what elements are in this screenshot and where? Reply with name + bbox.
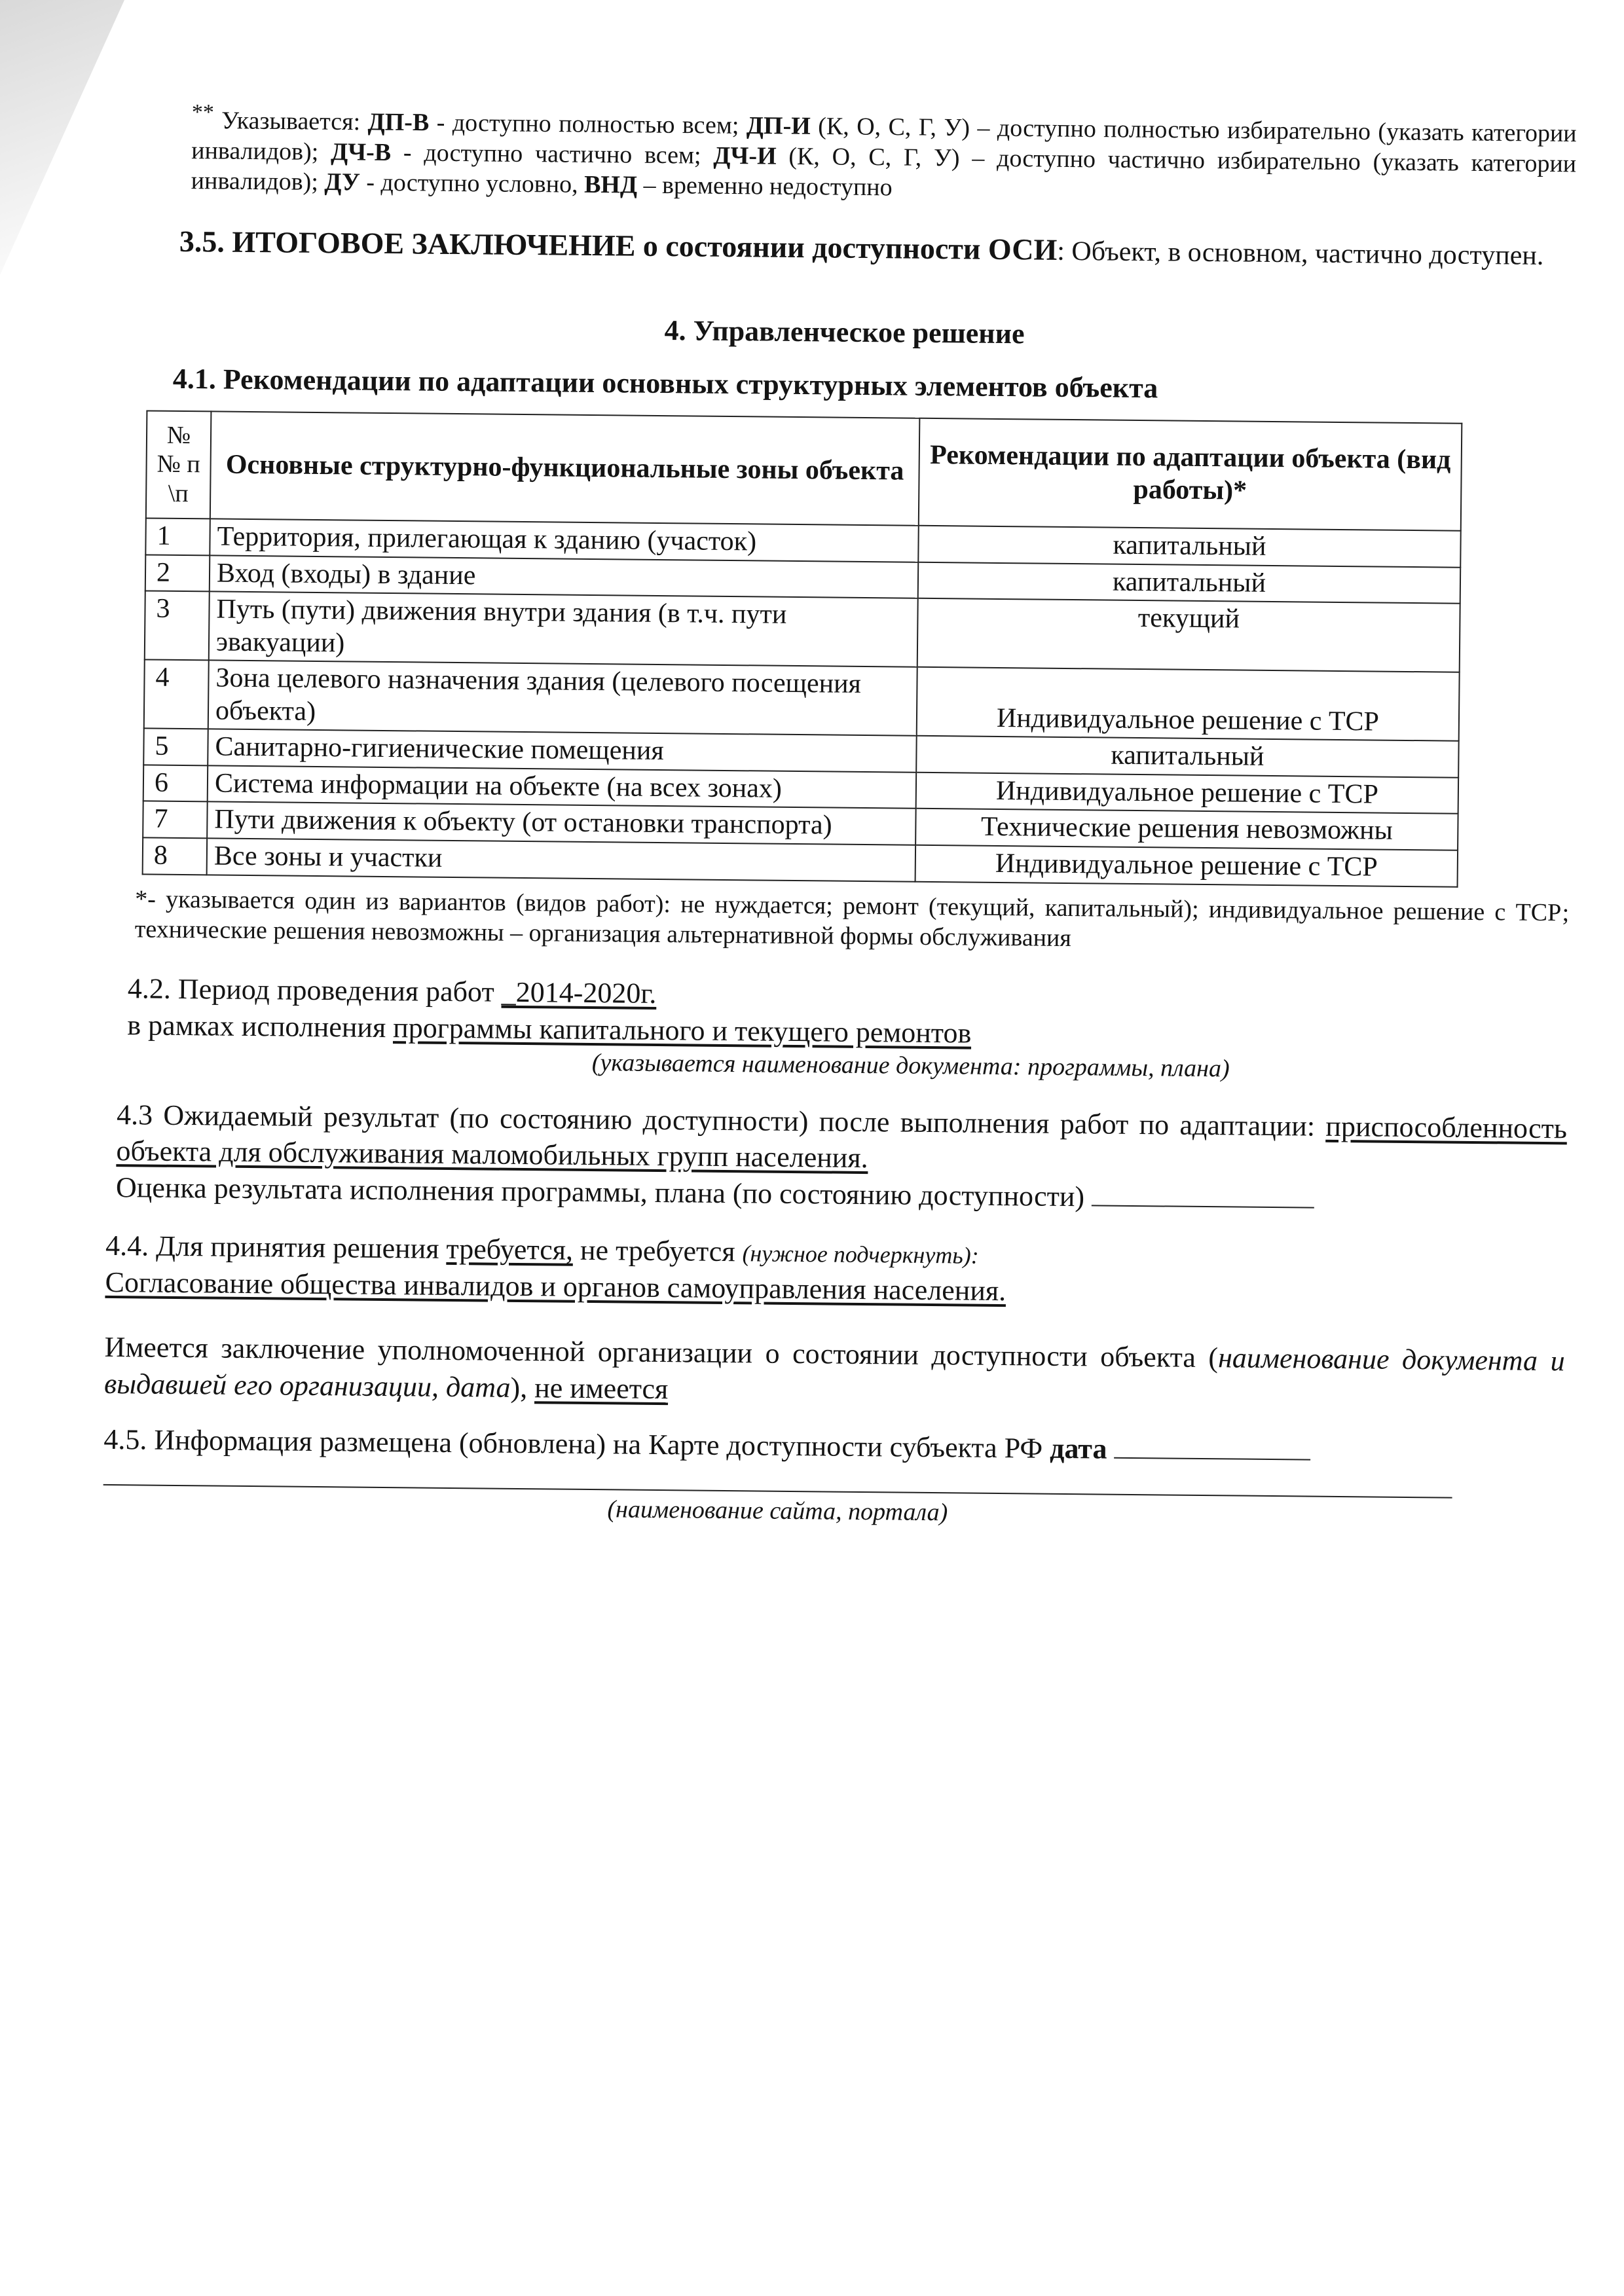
row-zone: Путь (пути) движения внутри здания (в т.ч. пути эвакуации) — [209, 592, 918, 667]
row-num: 4 — [144, 660, 209, 729]
header-zone: Основные структурно-функциональные зоны объекта — [210, 411, 920, 526]
header-num: № № п \п — [146, 410, 212, 519]
row-num: 5 — [143, 729, 208, 765]
section-4-5: 4.5. Информация размещена (обновлена) на Карте доступности субъекта РФ дата — [103, 1421, 1564, 1472]
section-3-5-conclusion — [179, 223, 1576, 274]
table-footnote: *- указывается один из вариантов (видов работ): не нуждается; ремонт (текущий, капитальный); индивидуальное решение с ТСР; технические решения невозможны – организация альтернативной формы обслуживания — [134, 884, 1570, 952]
row-zone: Пути движения к объекту (от остановки транспорта) — [207, 802, 915, 845]
row-zone: Система информации на объекте (на всех зонах) — [208, 765, 916, 809]
row-num: 2 — [145, 555, 210, 591]
table-header-row — [146, 410, 1462, 531]
table-row — [144, 660, 1460, 741]
date-blank — [1114, 1435, 1310, 1461]
section-4-title: 4. Управленческое решение — [664, 314, 1025, 350]
period-value: _2014-2020г. — [501, 975, 657, 1010]
section-4-5-hint: (наименование сайта, портала) — [607, 1495, 948, 1527]
row-recommendation: капитальный — [918, 562, 1460, 603]
approval-value: Согласование общества инвалидов и органов самоуправления населения. — [105, 1266, 1006, 1307]
row-num: 7 — [143, 801, 208, 838]
section-4-4: 4.4. Для принятия решения требуется, не требуется (нужное подчеркнуть): Согласование общества инвалидов и органов самоуправления населения. — [105, 1230, 1006, 1307]
row-recommendation: капитальный — [916, 736, 1458, 777]
row-recommendation: Технические решения невозможны — [915, 809, 1458, 850]
required-option: требуется, — [446, 1233, 574, 1267]
row-num: 6 — [143, 765, 208, 801]
footnote-double-star: ** Указывается: ДП-В - доступно полностью всем; ДП-И (К, О, С, Г, У) – доступно полностью избирательно (указать категории инвалидов); ДЧ-В - доступно частично всем; ДЧ-И (К, О, С, Г, У) – доступно частично избирательно (указать категории инвалидов); ДУ - доступно условно, ВНД – временно недоступно — [191, 100, 1577, 202]
section-4-2: 4.2. Период проведения работ _2014-2020г. в рамках исполнения программы капитального и текущего ремонтов — [127, 972, 972, 1049]
row-recommendation: Индивидуальное решение с ТСР — [917, 667, 1460, 741]
row-zone: Санитарно-гигиенические помещения — [208, 729, 916, 773]
row-zone: Территория, прилегающая к зданию (участок) — [210, 519, 918, 562]
document-page — [103, 98, 1577, 1535]
section-3-5-text: : Объект, в основном, частично доступен. — [1057, 236, 1544, 271]
program-value: программы капитального и текущего ремонтов — [392, 1011, 972, 1049]
expected-result-value: приспособленность объекта для обслуживания маломобильных групп населения. — [116, 1110, 1568, 1175]
conclusion-value: не имеется — [534, 1371, 669, 1405]
header-recommendation: Рекомендации по адаптации объекта (вид работы)* — [919, 418, 1462, 530]
row-zone: Вход (входы) в здание — [210, 555, 918, 598]
row-recommendation: капитальный — [918, 526, 1460, 567]
row-recommendation: Индивидуальное решение с ТСР — [916, 773, 1458, 814]
row-num: 3 — [145, 591, 210, 661]
not-required-option: не требуется — [580, 1234, 735, 1268]
section-4-1-subtitle: 4.1. Рекомендации по адаптации основных структурных элементов объекта — [172, 362, 1158, 405]
section-3-5-heading: 3.5. ИТОГОВОЕ ЗАКЛЮЧЕНИЕ о состоянии доступности ОСИ — [179, 224, 1058, 266]
row-recommendation: текущий — [917, 598, 1460, 672]
row-zone: Зона целевого назначения здания (целевого посещения объекта) — [208, 661, 917, 736]
row-num: 8 — [143, 837, 208, 874]
section-4-3: 4.3 Ожидаемый результат (по состоянию доступности) после выполнения работ по адаптации: приспособленность объекта для обслуживания маломобильных групп населения. Оценка результата исполнения программы, плана (по состоянию доступности) — [115, 1099, 1568, 1213]
row-num: 1 — [145, 519, 210, 555]
section-4-2-hint: (указывается наименование документа: программы, плана) — [591, 1049, 1230, 1083]
row-zone: Все зоны и участки — [207, 838, 915, 881]
table-row — [145, 591, 1460, 672]
page-corner-fold — [0, 0, 124, 275]
row-recommendation: Индивидуальное решение с ТСР — [915, 845, 1458, 886]
conclusion-paragraph: Имеется заключение уполномоченной организации о состоянии доступности объекта (наименование документа и выдавшей его организации, дата), не имеется — [103, 1331, 1565, 1405]
assessment-blank — [1092, 1182, 1314, 1208]
recommendations-table — [142, 410, 1463, 887]
